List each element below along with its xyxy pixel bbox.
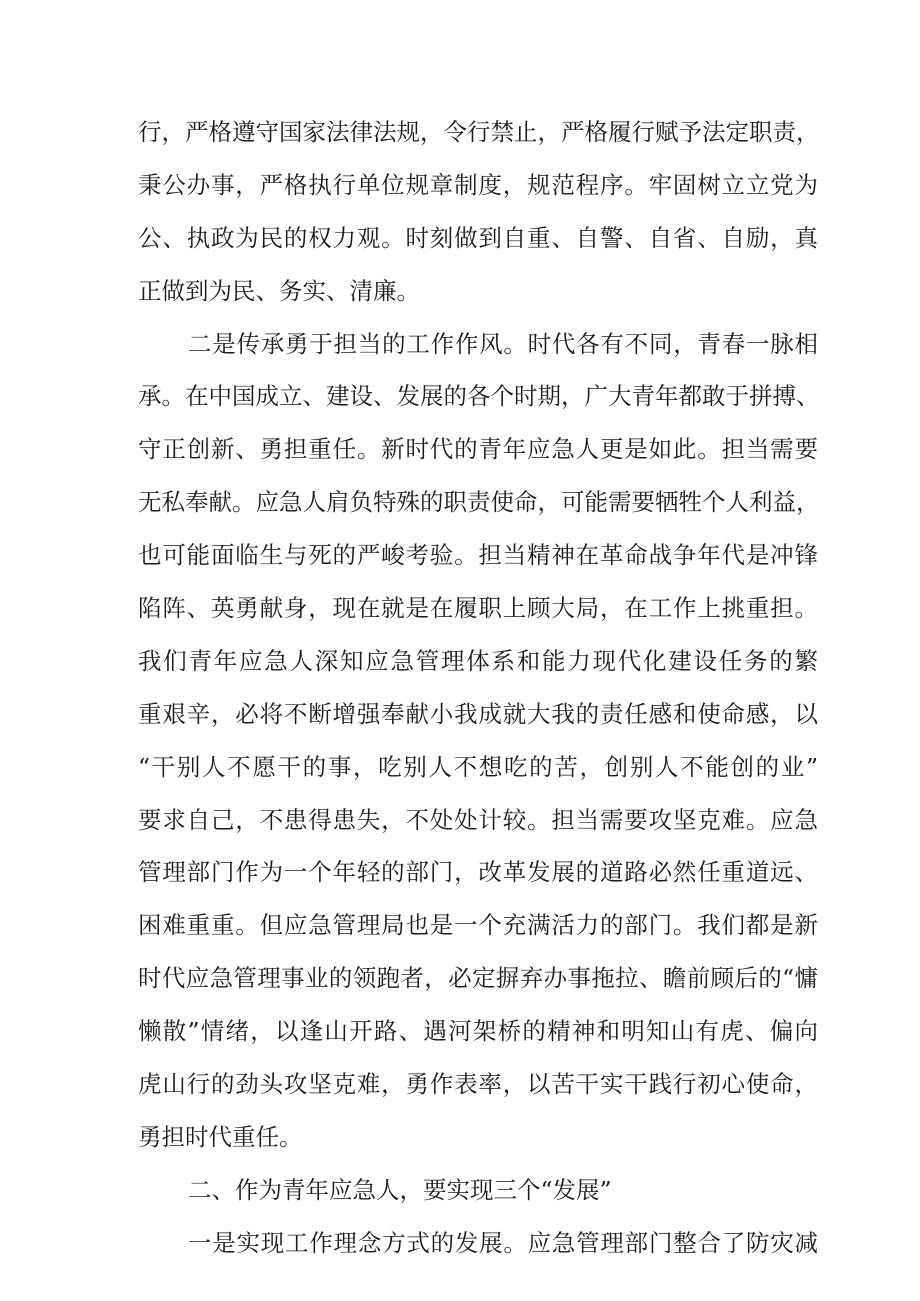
- text-line: 无私奉献。应急人肩负特殊的职责使命，可能需要牺牲个人利益，: [138, 488, 820, 517]
- paragraph-courage-work-style: [138, 318, 818, 1164]
- text-line: 一是实现工作理念方式的发展。应急管理部门整合了防灾减: [188, 1228, 818, 1257]
- text-line: 二是传承勇于担当的工作作风。时代各有不同，青春一脉相: [188, 329, 818, 358]
- paragraph-work-concept-development: [138, 1217, 818, 1270]
- heading-line: 二、作为青年应急人，要实现三个“发展”: [188, 1175, 612, 1204]
- text-line: 秉公办事，严格执行单位规章制度，规范程序。牢固树立立党为: [138, 170, 818, 199]
- text-line: 要求自己，不患得患失，不处处计较。担当需要攻坚克难。应急: [138, 805, 818, 834]
- text-line: 公、执政为民的权力观。时刻做到自重、自警、自省、自励，真: [138, 223, 818, 252]
- text-line: 勇担时代重任。: [138, 1122, 303, 1151]
- text-line: 时代应急管理事业的领跑者，必定摒弃办事拖拉、瞻前顾后的“慵: [138, 964, 818, 993]
- text-line: 陷阵、英勇献身，现在就是在履职上顾大局，在工作上挑重担。: [138, 594, 818, 623]
- text-line: 管理部门作为一个年轻的部门，改革发展的道路必然任重道远、: [138, 858, 818, 887]
- text-line: “干别人不愿干的事，吃别人不想吃的苦，创别人不能创的业”: [138, 752, 818, 781]
- text-line: 正做到为民、务实、清廉。: [138, 276, 420, 305]
- document-body: [138, 106, 818, 1270]
- text-line: 行，严格遵守国家法律法规，令行禁止，严格履行赋予法定职责，: [138, 118, 820, 146]
- text-line: 重艰辛，必将不断增强奉献小我成就大我的责任感和使命感，以: [138, 699, 818, 728]
- text-line: 守正创新、勇担重任。新时代的青年应急人更是如此。担当需要: [138, 435, 818, 464]
- paragraph-integrity-continuation: [138, 106, 818, 318]
- text-line: 困难重重。但应急管理局也是一个充满活力的部门。我们都是新: [138, 911, 818, 940]
- text-line: 懒散”情绪，以逢山开路、遇河架桥的精神和明知山有虎、偏向: [138, 1017, 818, 1046]
- section-heading: [138, 1164, 818, 1217]
- text-line: 虎山行的劲头攻坚克难，勇作表率，以苦干实干践行初心使命，: [138, 1070, 818, 1099]
- text-line: 也可能面临生与死的严峻考验。担当精神在革命战争年代是冲锋: [138, 541, 818, 570]
- text-line: 我们青年应急人深知应急管理体系和能力现代化建设任务的繁: [138, 646, 818, 675]
- text-line: 承。在中国成立、建设、发展的各个时期，广大青年都敢于拼搏、: [138, 382, 820, 411]
